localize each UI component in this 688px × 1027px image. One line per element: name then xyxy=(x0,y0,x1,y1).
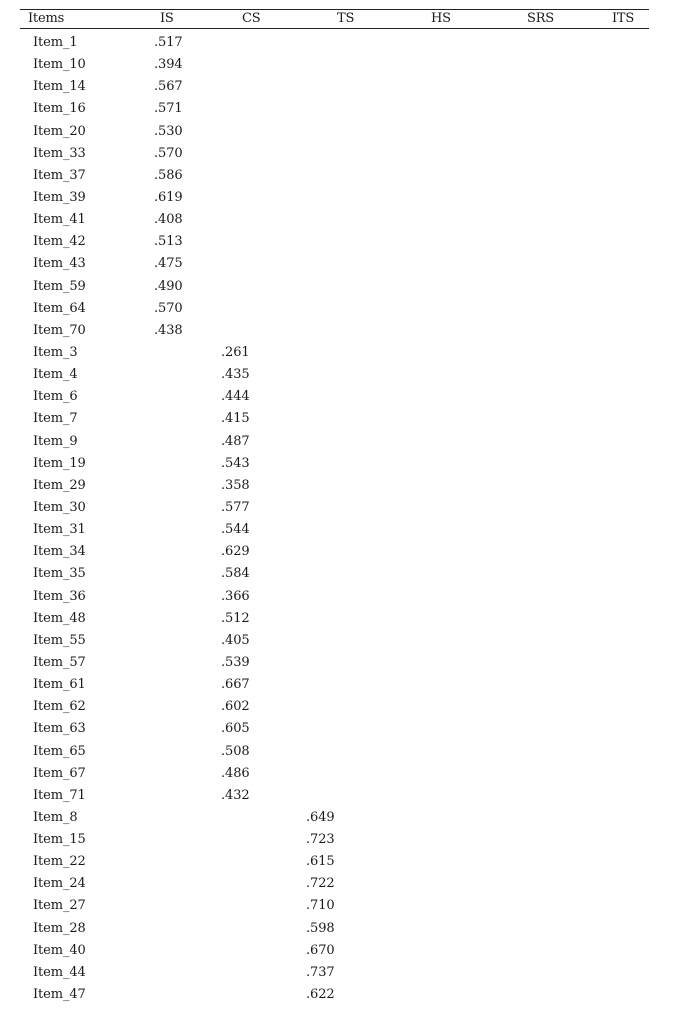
table-row xyxy=(0,410,688,432)
item-label-cell: Item_36 xyxy=(33,588,86,604)
item-label-cell: Item_31 xyxy=(33,522,86,538)
item-label-cell: Item_70 xyxy=(33,322,86,338)
item-label-cell: Item_57 xyxy=(33,654,86,670)
item-label-cell: Item_39 xyxy=(33,189,86,205)
loading-cs-cell: .605 xyxy=(221,721,250,737)
header-srs: SRS xyxy=(527,11,554,26)
item-label-cell: Item_59 xyxy=(33,278,86,294)
item-label-cell: Item_19 xyxy=(33,455,86,471)
table-row xyxy=(0,78,688,100)
loading-ts-cell: .723 xyxy=(306,832,335,848)
item-label-cell: Item_42 xyxy=(33,234,86,250)
loading-cs-cell: .432 xyxy=(221,787,250,803)
item-label-cell: Item_63 xyxy=(33,721,86,737)
item-label-cell: Item_20 xyxy=(33,123,86,139)
loading-cs-cell: .508 xyxy=(221,743,250,759)
item-label-cell: Item_27 xyxy=(33,898,86,914)
table-row xyxy=(0,233,688,255)
loading-is-cell: .517 xyxy=(154,35,183,50)
table-row xyxy=(0,521,688,543)
table-row xyxy=(0,56,688,78)
header-hs: HS xyxy=(431,11,451,26)
loading-cs-cell: .435 xyxy=(221,367,250,383)
item-label-cell: Item_14 xyxy=(33,79,86,95)
loading-ts-cell: .649 xyxy=(306,809,335,825)
item-label-cell: Item_55 xyxy=(33,632,86,648)
loading-is-cell: .490 xyxy=(154,278,183,294)
item-label-cell: Item_43 xyxy=(33,256,86,272)
header-bottom-rule xyxy=(20,28,649,29)
loading-is-cell: .570 xyxy=(154,300,183,316)
loading-cs-cell: .512 xyxy=(221,610,250,626)
loading-cs-cell: .444 xyxy=(221,389,250,405)
table-row xyxy=(0,698,688,720)
loading-cs-cell: .543 xyxy=(221,455,250,471)
loading-ts-cell: .615 xyxy=(306,854,335,870)
item-label-cell: Item_61 xyxy=(33,677,86,693)
loading-is-cell: .530 xyxy=(154,123,183,139)
table-row xyxy=(0,588,688,610)
table-row xyxy=(0,388,688,410)
loading-ts-cell: .737 xyxy=(306,964,335,980)
header-ts: TS xyxy=(337,11,355,26)
table-row xyxy=(0,765,688,787)
loading-ts-cell: .598 xyxy=(306,920,335,936)
table-row xyxy=(0,676,688,698)
table-row xyxy=(0,632,688,654)
table-row xyxy=(0,942,688,964)
item-label-cell: Item_37 xyxy=(33,167,86,183)
item-label-cell: Item_29 xyxy=(33,477,86,493)
loading-is-cell: .571 xyxy=(154,101,183,117)
table-header-row xyxy=(0,10,688,28)
table-row xyxy=(0,433,688,455)
header-cs: CS xyxy=(242,11,261,26)
table-row xyxy=(0,477,688,499)
table-row xyxy=(0,145,688,167)
table-row xyxy=(0,986,688,1008)
table-row xyxy=(0,787,688,809)
item-label-cell: Item_16 xyxy=(33,101,86,117)
table-row xyxy=(0,831,688,853)
loading-is-cell: .513 xyxy=(154,234,183,250)
table-row xyxy=(0,123,688,145)
loading-cs-cell: .544 xyxy=(221,522,250,538)
item-label-cell: Item_40 xyxy=(33,942,86,958)
loading-cs-cell: .486 xyxy=(221,765,250,781)
table-row xyxy=(0,455,688,477)
item-label-cell: Item_10 xyxy=(33,57,86,73)
table-row xyxy=(0,853,688,875)
loading-ts-cell: .710 xyxy=(306,898,335,914)
loading-cs-cell: .629 xyxy=(221,544,250,560)
item-label-cell: Item_3 xyxy=(33,344,78,360)
loading-cs-cell: .358 xyxy=(221,477,250,493)
loading-cs-cell: .415 xyxy=(221,411,250,427)
table-row xyxy=(0,255,688,277)
header-is: IS xyxy=(160,11,174,26)
table-row xyxy=(0,875,688,897)
table-row xyxy=(0,366,688,388)
item-label-cell: Item_8 xyxy=(33,809,78,825)
loading-is-cell: .619 xyxy=(154,189,183,205)
loading-ts-cell: .622 xyxy=(306,987,335,1003)
loading-cs-cell: .602 xyxy=(221,699,250,715)
table-row xyxy=(0,322,688,344)
item-label-cell: Item_71 xyxy=(33,787,86,803)
item-label-cell: Item_41 xyxy=(33,212,86,228)
header-its: ITS xyxy=(612,11,635,26)
table-row xyxy=(0,565,688,587)
loading-ts-cell: .722 xyxy=(306,876,335,892)
item-label-cell: Item_65 xyxy=(33,743,86,759)
loading-is-cell: .570 xyxy=(154,145,183,161)
item-label-cell: Item_24 xyxy=(33,876,86,892)
loading-cs-cell: .487 xyxy=(221,433,250,449)
item-label-cell: Item_22 xyxy=(33,854,86,870)
item-label-cell: Item_47 xyxy=(33,987,86,1003)
item-label-cell: Item_67 xyxy=(33,765,86,781)
table-row xyxy=(0,964,688,986)
table-row xyxy=(0,897,688,919)
item-label-cell: Item_62 xyxy=(33,699,86,715)
table-row xyxy=(0,920,688,942)
item-label-cell: Item_15 xyxy=(33,832,86,848)
item-label-cell: Item_35 xyxy=(33,566,86,582)
loading-cs-cell: .405 xyxy=(221,632,250,648)
table-row xyxy=(0,720,688,742)
item-label-cell: Item_34 xyxy=(33,544,86,560)
table-row xyxy=(0,809,688,831)
loading-ts-cell: .670 xyxy=(306,942,335,958)
loading-cs-cell: .261 xyxy=(221,344,250,360)
loading-is-cell: .475 xyxy=(154,256,183,272)
loading-is-cell: .567 xyxy=(154,79,183,95)
loading-cs-cell: .539 xyxy=(221,654,250,670)
table-row xyxy=(0,499,688,521)
table-row xyxy=(0,189,688,211)
table-body xyxy=(0,34,688,1008)
table-row xyxy=(0,543,688,565)
table-row xyxy=(0,167,688,189)
loading-cs-cell: .577 xyxy=(221,499,250,515)
loading-cs-cell: .667 xyxy=(221,677,250,693)
item-label-cell: Item_64 xyxy=(33,300,86,316)
loading-is-cell: .586 xyxy=(154,167,183,183)
table-row xyxy=(0,34,688,56)
table-row xyxy=(0,278,688,300)
table-row xyxy=(0,654,688,676)
loading-cs-cell: .366 xyxy=(221,588,250,604)
item-label-cell: Item_48 xyxy=(33,610,86,626)
header-items: Items xyxy=(28,11,65,26)
item-label-cell: Item_1 xyxy=(33,35,78,50)
item-label-cell: Item_9 xyxy=(33,433,78,449)
loading-cs-cell: .584 xyxy=(221,566,250,582)
item-label-cell: Item_44 xyxy=(33,964,86,980)
item-label-cell: Item_4 xyxy=(33,367,78,383)
loading-is-cell: .394 xyxy=(154,57,183,73)
table-row xyxy=(0,211,688,233)
item-label-cell: Item_33 xyxy=(33,145,86,161)
loading-is-cell: .408 xyxy=(154,212,183,228)
table-row xyxy=(0,743,688,765)
item-label-cell: Item_7 xyxy=(33,411,78,427)
table-row xyxy=(0,344,688,366)
table-row xyxy=(0,100,688,122)
table-row xyxy=(0,610,688,632)
item-label-cell: Item_6 xyxy=(33,389,78,405)
item-label-cell: Item_28 xyxy=(33,920,86,936)
table-row xyxy=(0,300,688,322)
item-label-cell: Item_30 xyxy=(33,499,86,515)
loading-is-cell: .438 xyxy=(154,322,183,338)
